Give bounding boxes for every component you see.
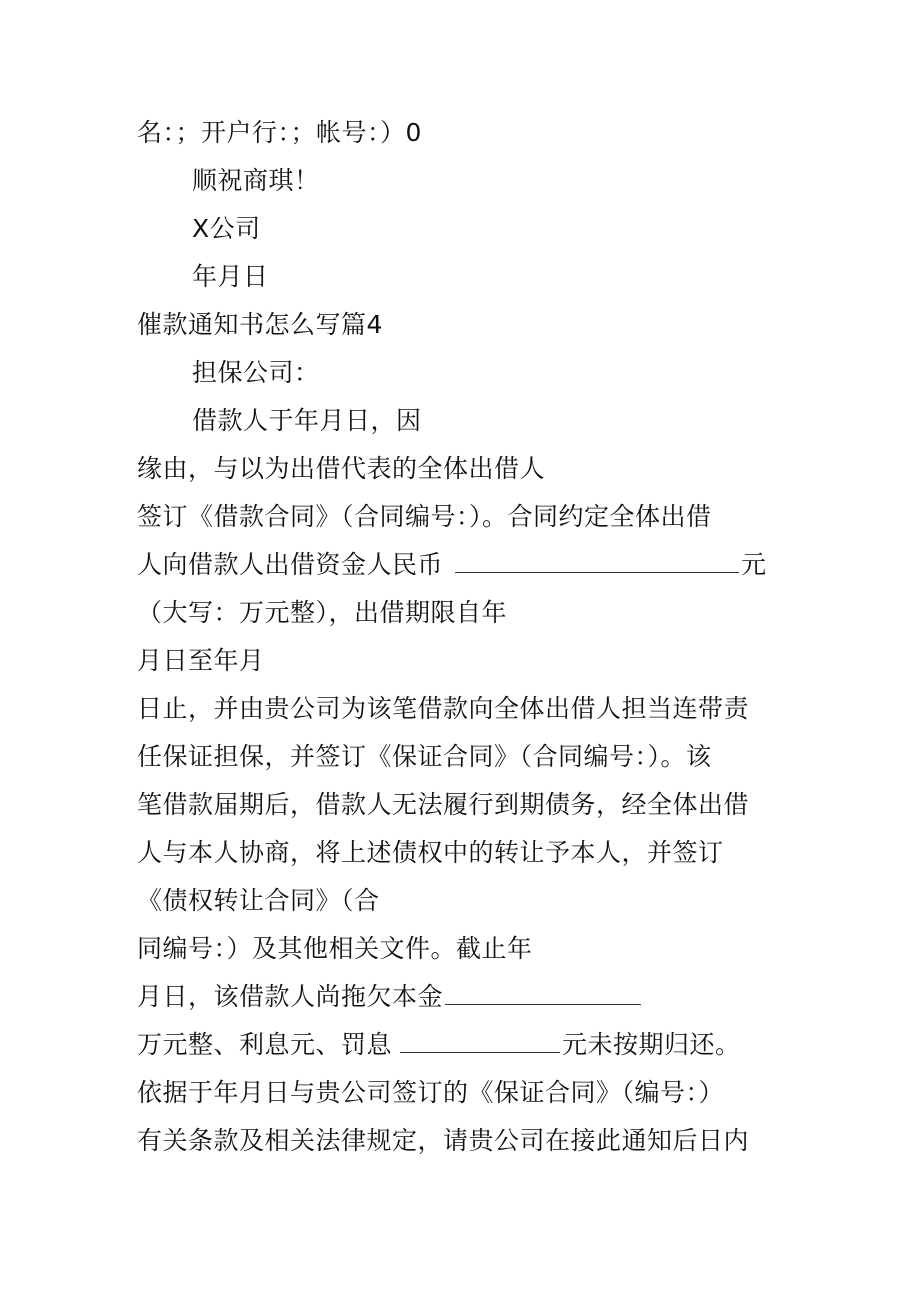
closing-greeting: 顺祝商琪！: [192, 166, 320, 195]
amount-blank: [455, 550, 739, 573]
body-line-5: （大写：万元整），出借期限自年: [137, 598, 508, 627]
bank-info-text: 名：；开户行：；帐号：）0: [137, 118, 422, 147]
body-line-4: 人向借款人出借资金人民币 元: [137, 550, 767, 579]
body-line-11: 《债权转让合同》（合: [137, 886, 380, 915]
body-line-3: 签订《借款合同》（合同编号：）。合同约定全体出借: [137, 502, 712, 531]
body-line-12: 同编号：）及其他相关文件。截止年: [137, 934, 533, 963]
penalty-blank: [400, 1030, 560, 1053]
body-line-9: 笔借款届期后，借款人无法履行到期债务，经全体出借: [137, 790, 750, 819]
date-line: 年月日: [192, 262, 269, 291]
body-line-2: 缘由，与以为出借代表的全体出借人: [137, 454, 546, 483]
body-line-13: 月日，该借款人尚拖欠本金: [137, 981, 643, 1013]
body-line-7: 日止，并由贵公司为该笔借款向全体出借人担当连带责: [137, 694, 750, 723]
recipient-line: 担保公司：: [192, 358, 320, 387]
body-line-16: 有关条款及相关法律规定，请贵公司在接此通知后日内: [137, 1126, 750, 1155]
body-line-10: 人与本人协商，将上述债权中的转让予本人，并签订: [137, 838, 724, 867]
body-line-8: 任保证担保，并签订《保证合同》（合同编号：）。该: [137, 742, 712, 771]
company-signature: X公司: [192, 214, 261, 243]
body-line-15: 依据于年月日与贵公司签订的《保证合同》（编号：）: [137, 1078, 725, 1107]
body-line-14: 万元整、利息元、罚息 元未按期归还。: [137, 1030, 741, 1059]
bank-info-line: [137, 117, 422, 149]
body-line-1: 借款人于年月日，因: [192, 406, 422, 435]
body-line-6: 月日至年月: [137, 646, 265, 675]
principal-blank: [445, 982, 641, 1005]
section-heading: 催款通知书怎么写篇4: [137, 310, 383, 339]
